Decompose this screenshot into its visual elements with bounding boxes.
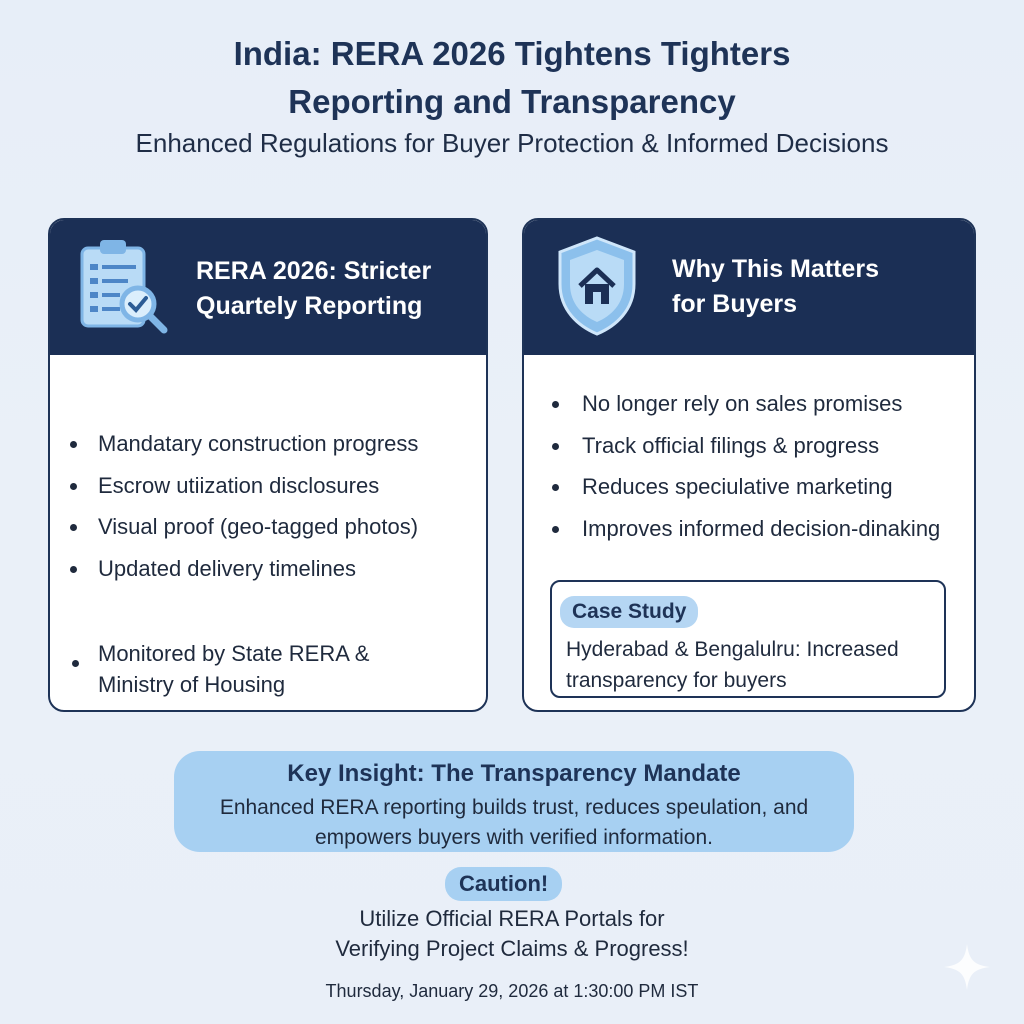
reporting-card-header [50,220,486,355]
list-item-text: Escrow utiization disclosures [98,472,380,498]
caution-badge: Caution! [445,867,562,901]
bullet-icon [70,524,77,531]
page-subtitle: Enhanced Regulations for Buyer Protection & Informed Decisions [135,128,889,158]
list-item-text: No longer rely on sales promises [582,391,903,416]
list-item [70,555,480,597]
monitored-line1: Monitored by State RERA & [98,641,370,666]
list-item-text: Mandatary construction progress [98,431,419,456]
key-insight-banner [174,751,854,852]
bullet-icon [552,401,559,408]
buyers-card-title [672,252,879,322]
reporting-card [48,218,488,712]
list-item [552,390,972,432]
reporting-card-title-line2: Quartely Reporting [196,292,423,320]
bullet-icon [70,566,77,573]
caution-line1: Utilize Official RERA Portals for [359,906,665,931]
list-item-text: Reduces speciulative marketing [582,474,893,499]
case-study-badge: Case Study [560,596,698,628]
key-insight-line2: empowers buyers with verified information. [315,826,713,849]
case-study-line1: Hyderabad & Bengalulru: Increased [566,638,899,661]
reporting-list [70,430,480,596]
buyers-card-title-line2: for Buyers [672,290,798,318]
key-insight-title: Key Insight: The Transparency Mandate [287,760,741,787]
list-item [552,515,972,557]
bullet-icon [72,660,79,667]
page-title [0,30,1024,126]
key-insight-line1: Enhanced RERA reporting builds trust, reduces speulation, and [219,796,809,819]
sparkle-icon [940,940,994,994]
key-insight-text [174,793,854,853]
list-item [552,432,972,474]
monitored-by-text [98,638,369,700]
list-item [70,513,480,555]
reporting-card-title [196,254,431,324]
caution-line2: Verifying Project Claims & Progress! [335,936,689,961]
page-title-line1: India: RERA 2026 Tightens Tighters [233,35,791,72]
list-item [70,472,480,514]
page-title-line2: Reporting and Transparency [288,83,736,120]
timestamp: Thursday, January 29, 2026 at 1:30:00 PM IST [325,981,699,1001]
bullet-icon [552,526,559,533]
case-study-text [566,634,946,696]
bullet-icon [70,441,77,448]
list-item-text: Improves informed decision-dinaking [582,515,941,541]
list-item-text: Track official filings & progress [582,432,880,458]
list-item [552,473,972,515]
bullet-icon [552,443,559,450]
list-item [70,430,480,472]
bullet-icon [70,483,77,490]
buyers-card-title-line1: Why This Matters [672,255,879,283]
buyers-card [522,218,976,712]
case-study-box [550,580,946,698]
shield-house-icon [554,234,640,338]
case-study-line2: transparency for buyers [566,669,787,692]
clipboard-magnifier-icon [74,234,174,334]
monitored-line2: Ministry of Housing [98,672,286,697]
buyers-list [552,390,972,556]
bullet-icon [552,484,559,491]
caution-text [0,904,1024,964]
reporting-card-title-line1: RERA 2026: Stricter [196,257,432,285]
list-item-text: Visual proof (geo-tagged photos) [98,514,419,539]
list-item-text: Updated delivery timelines [98,555,357,581]
buyers-card-header [524,220,974,355]
